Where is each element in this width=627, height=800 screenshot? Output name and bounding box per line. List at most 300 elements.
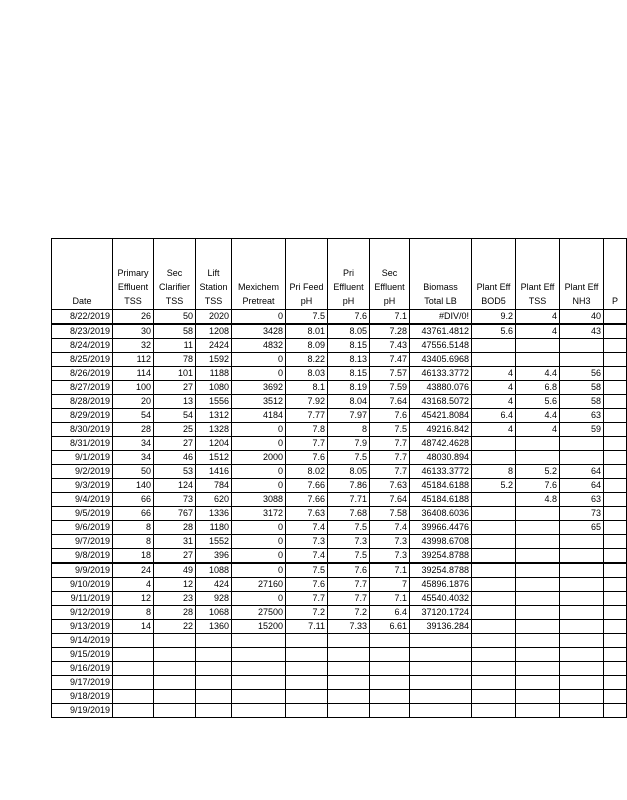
table-cell[interactable]: 7.66 (286, 479, 328, 493)
table-cell[interactable]: 43168.5072 (410, 395, 472, 409)
date-cell[interactable]: 8/27/2019 (52, 381, 113, 395)
table-cell[interactable] (604, 648, 627, 662)
table-cell[interactable]: 27 (154, 437, 196, 451)
table-cell[interactable]: 7.5 (328, 451, 370, 465)
table-cell[interactable] (472, 535, 516, 549)
table-cell[interactable]: 48030.894 (410, 451, 472, 465)
table-cell[interactable]: 1556 (196, 395, 232, 409)
table-cell[interactable]: 0 (232, 521, 286, 535)
date-cell[interactable]: 9/16/2019 (52, 662, 113, 676)
table-cell[interactable]: 7.6 (328, 310, 370, 325)
table-cell[interactable] (604, 549, 627, 564)
table-cell[interactable]: 58 (560, 395, 604, 409)
table-cell[interactable]: 0 (232, 465, 286, 479)
table-cell[interactable]: 7.4 (286, 549, 328, 564)
table-cell[interactable] (328, 704, 370, 718)
table-cell[interactable] (516, 704, 560, 718)
date-cell[interactable]: 9/10/2019 (52, 578, 113, 592)
table-cell[interactable]: 12 (154, 578, 196, 592)
table-cell[interactable] (604, 535, 627, 549)
table-cell[interactable]: 8 (472, 465, 516, 479)
table-cell[interactable]: 45184.6188 (410, 479, 472, 493)
table-cell[interactable] (604, 409, 627, 423)
table-cell[interactable]: 7.7 (370, 451, 410, 465)
table-cell[interactable]: 7.97 (328, 409, 370, 423)
table-cell[interactable]: 7.6 (286, 578, 328, 592)
table-cell[interactable]: 7.5 (370, 423, 410, 437)
table-cell[interactable] (560, 563, 604, 578)
table-cell[interactable]: 45421.8084 (410, 409, 472, 423)
table-cell[interactable]: 45540.4032 (410, 592, 472, 606)
date-cell[interactable]: 9/5/2019 (52, 507, 113, 521)
date-cell[interactable]: 9/3/2019 (52, 479, 113, 493)
table-cell[interactable]: 7.68 (328, 507, 370, 521)
table-cell[interactable] (604, 578, 627, 592)
table-cell[interactable]: 6.61 (370, 620, 410, 634)
table-cell[interactable]: 64 (560, 479, 604, 493)
table-cell[interactable]: 64 (560, 465, 604, 479)
table-cell[interactable] (604, 339, 627, 353)
table-cell[interactable]: 50 (113, 465, 154, 479)
table-cell[interactable] (196, 662, 232, 676)
table-cell[interactable]: 8 (328, 423, 370, 437)
table-cell[interactable]: 4 (472, 395, 516, 409)
table-cell[interactable] (560, 690, 604, 704)
table-cell[interactable]: 58 (560, 381, 604, 395)
table-cell[interactable]: 6.8 (516, 381, 560, 395)
table-cell[interactable]: 5.6 (472, 324, 516, 339)
table-cell[interactable]: 4 (516, 423, 560, 437)
table-cell[interactable]: 39254.8788 (410, 563, 472, 578)
table-cell[interactable] (286, 634, 328, 648)
table-cell[interactable]: 6.4 (472, 409, 516, 423)
table-cell[interactable]: 4832 (232, 339, 286, 353)
table-cell[interactable] (516, 606, 560, 620)
date-cell[interactable]: 8/30/2019 (52, 423, 113, 437)
date-cell[interactable]: 9/2/2019 (52, 465, 113, 479)
table-cell[interactable] (410, 704, 472, 718)
table-cell[interactable]: 2020 (196, 310, 232, 325)
table-cell[interactable] (410, 676, 472, 690)
table-cell[interactable] (560, 676, 604, 690)
table-cell[interactable] (604, 381, 627, 395)
table-cell[interactable] (560, 606, 604, 620)
table-cell[interactable] (516, 521, 560, 535)
table-cell[interactable]: 7.4 (286, 521, 328, 535)
table-cell[interactable] (516, 676, 560, 690)
table-cell[interactable]: 8.04 (328, 395, 370, 409)
date-cell[interactable]: 9/4/2019 (52, 493, 113, 507)
table-cell[interactable] (196, 634, 232, 648)
table-cell[interactable] (113, 690, 154, 704)
table-cell[interactable] (472, 648, 516, 662)
table-cell[interactable] (232, 662, 286, 676)
table-cell[interactable] (560, 353, 604, 367)
table-cell[interactable]: 23 (154, 592, 196, 606)
table-cell[interactable]: 1336 (196, 507, 232, 521)
table-cell[interactable]: 54 (154, 409, 196, 423)
table-cell[interactable]: 43880.076 (410, 381, 472, 395)
table-cell[interactable]: 1360 (196, 620, 232, 634)
table-cell[interactable] (516, 578, 560, 592)
table-cell[interactable]: 54 (113, 409, 154, 423)
table-cell[interactable]: 7.64 (370, 395, 410, 409)
table-cell[interactable]: 928 (196, 592, 232, 606)
table-cell[interactable]: 8.15 (328, 339, 370, 353)
table-cell[interactable]: 7.2 (328, 606, 370, 620)
table-cell[interactable]: 43761.4812 (410, 324, 472, 339)
table-cell[interactable]: 8 (113, 535, 154, 549)
table-cell[interactable] (410, 634, 472, 648)
date-cell[interactable]: 8/29/2019 (52, 409, 113, 423)
table-cell[interactable] (328, 690, 370, 704)
table-cell[interactable] (113, 676, 154, 690)
table-cell[interactable]: 28 (154, 606, 196, 620)
table-cell[interactable]: 1416 (196, 465, 232, 479)
table-cell[interactable]: 7.64 (370, 493, 410, 507)
table-cell[interactable] (286, 676, 328, 690)
table-cell[interactable] (232, 704, 286, 718)
table-cell[interactable]: 0 (232, 437, 286, 451)
table-cell[interactable]: 4 (516, 324, 560, 339)
table-cell[interactable] (154, 704, 196, 718)
table-cell[interactable]: 39136.284 (410, 620, 472, 634)
table-cell[interactable]: 4 (472, 381, 516, 395)
table-cell[interactable]: 112 (113, 353, 154, 367)
table-cell[interactable]: 4 (516, 310, 560, 325)
table-cell[interactable]: 7 (370, 578, 410, 592)
table-cell[interactable]: 7.7 (370, 437, 410, 451)
table-cell[interactable] (286, 648, 328, 662)
table-cell[interactable]: 7.77 (286, 409, 328, 423)
table-cell[interactable] (113, 662, 154, 676)
table-cell[interactable]: 4.4 (516, 367, 560, 381)
table-cell[interactable] (560, 339, 604, 353)
table-cell[interactable]: 7.47 (370, 353, 410, 367)
table-cell[interactable]: 7.6 (328, 563, 370, 578)
table-cell[interactable] (516, 549, 560, 564)
table-cell[interactable]: 1180 (196, 521, 232, 535)
table-cell[interactable]: 4.8 (516, 493, 560, 507)
table-cell[interactable]: 620 (196, 493, 232, 507)
table-cell[interactable]: 7.58 (370, 507, 410, 521)
table-cell[interactable] (604, 367, 627, 381)
table-cell[interactable]: 40 (560, 310, 604, 325)
date-cell[interactable]: 8/22/2019 (52, 310, 113, 325)
table-cell[interactable] (410, 648, 472, 662)
table-cell[interactable] (516, 451, 560, 465)
table-cell[interactable] (604, 507, 627, 521)
table-cell[interactable]: 43 (560, 324, 604, 339)
table-cell[interactable]: 46 (154, 451, 196, 465)
table-cell[interactable]: 1312 (196, 409, 232, 423)
table-cell[interactable]: 39254.8788 (410, 549, 472, 564)
table-cell[interactable] (560, 704, 604, 718)
table-cell[interactable]: 18 (113, 549, 154, 564)
table-cell[interactable] (516, 592, 560, 606)
table-cell[interactable] (604, 423, 627, 437)
table-cell[interactable]: 8.01 (286, 324, 328, 339)
table-cell[interactable] (472, 563, 516, 578)
table-cell[interactable] (560, 578, 604, 592)
table-cell[interactable]: 3512 (232, 395, 286, 409)
table-cell[interactable] (516, 437, 560, 451)
table-cell[interactable]: 9.2 (472, 310, 516, 325)
table-cell[interactable] (113, 704, 154, 718)
table-cell[interactable]: 58 (154, 324, 196, 339)
table-cell[interactable] (560, 634, 604, 648)
table-cell[interactable]: 63 (560, 493, 604, 507)
table-cell[interactable]: 424 (196, 578, 232, 592)
table-cell[interactable]: 27 (154, 381, 196, 395)
table-cell[interactable]: 8.22 (286, 353, 328, 367)
table-cell[interactable]: 8.19 (328, 381, 370, 395)
table-cell[interactable] (286, 690, 328, 704)
table-cell[interactable] (232, 648, 286, 662)
table-cell[interactable]: 28 (154, 521, 196, 535)
table-cell[interactable]: 27160 (232, 578, 286, 592)
table-cell[interactable] (604, 704, 627, 718)
table-cell[interactable]: 1088 (196, 563, 232, 578)
table-cell[interactable]: 5.6 (516, 395, 560, 409)
table-cell[interactable]: 0 (232, 353, 286, 367)
table-cell[interactable] (113, 648, 154, 662)
table-cell[interactable] (370, 662, 410, 676)
table-cell[interactable]: 59 (560, 423, 604, 437)
table-cell[interactable]: 1204 (196, 437, 232, 451)
table-cell[interactable] (286, 704, 328, 718)
table-cell[interactable]: #DIV/0! (410, 310, 472, 325)
table-cell[interactable] (328, 676, 370, 690)
table-cell[interactable]: 1080 (196, 381, 232, 395)
table-cell[interactable]: 7.92 (286, 395, 328, 409)
table-cell[interactable]: 50 (154, 310, 196, 325)
table-cell[interactable]: 8.1 (286, 381, 328, 395)
table-cell[interactable]: 15200 (232, 620, 286, 634)
table-cell[interactable] (472, 437, 516, 451)
table-cell[interactable] (604, 451, 627, 465)
table-cell[interactable]: 140 (113, 479, 154, 493)
table-cell[interactable] (604, 353, 627, 367)
table-cell[interactable]: 784 (196, 479, 232, 493)
date-cell[interactable]: 9/1/2019 (52, 451, 113, 465)
table-cell[interactable] (516, 339, 560, 353)
table-cell[interactable] (472, 339, 516, 353)
table-cell[interactable]: 8.09 (286, 339, 328, 353)
table-cell[interactable]: 7.7 (286, 437, 328, 451)
table-cell[interactable] (516, 535, 560, 549)
table-cell[interactable] (560, 549, 604, 564)
table-cell[interactable] (472, 704, 516, 718)
table-cell[interactable]: 22 (154, 620, 196, 634)
table-cell[interactable] (516, 563, 560, 578)
table-cell[interactable] (370, 704, 410, 718)
table-cell[interactable]: 73 (560, 507, 604, 521)
table-cell[interactable] (370, 648, 410, 662)
table-cell[interactable]: 396 (196, 549, 232, 564)
table-cell[interactable] (516, 648, 560, 662)
date-cell[interactable]: 9/11/2019 (52, 592, 113, 606)
table-cell[interactable]: 7.7 (286, 592, 328, 606)
table-cell[interactable] (560, 648, 604, 662)
table-cell[interactable] (472, 493, 516, 507)
date-cell[interactable]: 9/19/2019 (52, 704, 113, 718)
table-cell[interactable]: 7.11 (286, 620, 328, 634)
table-cell[interactable] (472, 549, 516, 564)
table-cell[interactable] (328, 662, 370, 676)
table-cell[interactable]: 25 (154, 423, 196, 437)
table-cell[interactable] (472, 606, 516, 620)
table-cell[interactable] (604, 493, 627, 507)
table-cell[interactable]: 5.2 (516, 465, 560, 479)
table-cell[interactable]: 101 (154, 367, 196, 381)
table-cell[interactable] (604, 690, 627, 704)
table-cell[interactable]: 2000 (232, 451, 286, 465)
table-cell[interactable] (604, 662, 627, 676)
table-cell[interactable] (560, 535, 604, 549)
table-cell[interactable]: 7.7 (370, 465, 410, 479)
table-cell[interactable]: 43405.6968 (410, 353, 472, 367)
table-cell[interactable]: 28 (113, 423, 154, 437)
date-cell[interactable]: 9/15/2019 (52, 648, 113, 662)
table-cell[interactable] (410, 662, 472, 676)
table-cell[interactable]: 34 (113, 451, 154, 465)
table-cell[interactable] (604, 606, 627, 620)
table-cell[interactable]: 12 (113, 592, 154, 606)
table-cell[interactable]: 3428 (232, 324, 286, 339)
table-cell[interactable]: 8.15 (328, 367, 370, 381)
table-cell[interactable]: 36408.6036 (410, 507, 472, 521)
table-cell[interactable]: 7.3 (370, 549, 410, 564)
table-cell[interactable] (472, 676, 516, 690)
table-cell[interactable] (516, 353, 560, 367)
table-cell[interactable]: 7.7 (328, 578, 370, 592)
table-cell[interactable] (232, 676, 286, 690)
table-cell[interactable]: 78 (154, 353, 196, 367)
date-cell[interactable]: 9/18/2019 (52, 690, 113, 704)
table-cell[interactable] (472, 620, 516, 634)
table-cell[interactable]: 7.5 (286, 563, 328, 578)
table-cell[interactable]: 7.6 (286, 451, 328, 465)
table-cell[interactable]: 1512 (196, 451, 232, 465)
table-cell[interactable] (604, 324, 627, 339)
table-cell[interactable] (516, 634, 560, 648)
table-cell[interactable]: 8.02 (286, 465, 328, 479)
table-cell[interactable]: 124 (154, 479, 196, 493)
table-cell[interactable]: 0 (232, 549, 286, 564)
table-cell[interactable]: 7.33 (328, 620, 370, 634)
table-cell[interactable]: 7.1 (370, 563, 410, 578)
table-cell[interactable] (604, 634, 627, 648)
table-cell[interactable]: 7.43 (370, 339, 410, 353)
table-cell[interactable]: 7.6 (516, 479, 560, 493)
table-cell[interactable] (472, 592, 516, 606)
table-cell[interactable]: 56 (560, 367, 604, 381)
table-cell[interactable]: 7.8 (286, 423, 328, 437)
table-cell[interactable] (472, 578, 516, 592)
table-cell[interactable]: 7.4 (370, 521, 410, 535)
table-cell[interactable]: 11 (154, 339, 196, 353)
table-cell[interactable] (560, 592, 604, 606)
table-cell[interactable]: 7.6 (370, 409, 410, 423)
table-cell[interactable]: 7.59 (370, 381, 410, 395)
table-cell[interactable]: 1328 (196, 423, 232, 437)
date-cell[interactable]: 9/9/2019 (52, 563, 113, 578)
table-cell[interactable] (516, 620, 560, 634)
table-cell[interactable]: 13 (154, 395, 196, 409)
table-cell[interactable] (196, 704, 232, 718)
table-cell[interactable]: 7.5 (328, 521, 370, 535)
table-cell[interactable] (472, 662, 516, 676)
table-cell[interactable] (154, 648, 196, 662)
table-cell[interactable]: 7.63 (286, 507, 328, 521)
table-cell[interactable]: 7.3 (370, 535, 410, 549)
table-cell[interactable]: 0 (232, 310, 286, 325)
table-cell[interactable]: 7.63 (370, 479, 410, 493)
table-cell[interactable] (516, 507, 560, 521)
table-cell[interactable] (516, 662, 560, 676)
table-cell[interactable] (560, 662, 604, 676)
table-cell[interactable] (370, 690, 410, 704)
table-cell[interactable]: 7.1 (370, 310, 410, 325)
table-cell[interactable] (196, 676, 232, 690)
table-cell[interactable] (472, 507, 516, 521)
table-cell[interactable] (113, 634, 154, 648)
table-cell[interactable]: 4 (472, 367, 516, 381)
table-cell[interactable]: 49216.842 (410, 423, 472, 437)
table-cell[interactable]: 7.71 (328, 493, 370, 507)
table-cell[interactable] (604, 676, 627, 690)
table-cell[interactable]: 27 (154, 549, 196, 564)
table-cell[interactable]: 7.28 (370, 324, 410, 339)
table-cell[interactable] (286, 662, 328, 676)
table-cell[interactable]: 43998.6708 (410, 535, 472, 549)
date-cell[interactable]: 8/25/2019 (52, 353, 113, 367)
table-cell[interactable]: 8.03 (286, 367, 328, 381)
table-cell[interactable]: 1068 (196, 606, 232, 620)
table-cell[interactable]: 4 (113, 578, 154, 592)
table-cell[interactable]: 7.2 (286, 606, 328, 620)
table-cell[interactable]: 4.4 (516, 409, 560, 423)
date-cell[interactable]: 8/23/2019 (52, 324, 113, 339)
table-cell[interactable] (604, 592, 627, 606)
table-cell[interactable] (472, 451, 516, 465)
table-cell[interactable]: 24 (113, 563, 154, 578)
date-cell[interactable]: 9/7/2019 (52, 535, 113, 549)
table-cell[interactable]: 0 (232, 423, 286, 437)
table-cell[interactable]: 3172 (232, 507, 286, 521)
table-cell[interactable] (410, 690, 472, 704)
table-cell[interactable] (604, 563, 627, 578)
table-cell[interactable]: 26 (113, 310, 154, 325)
table-cell[interactable] (604, 395, 627, 409)
table-cell[interactable]: 37120.1724 (410, 606, 472, 620)
table-cell[interactable]: 47556.5148 (410, 339, 472, 353)
table-cell[interactable]: 14 (113, 620, 154, 634)
table-cell[interactable]: 1592 (196, 353, 232, 367)
table-cell[interactable]: 0 (232, 479, 286, 493)
table-cell[interactable] (472, 521, 516, 535)
table-cell[interactable] (154, 662, 196, 676)
table-cell[interactable]: 31 (154, 535, 196, 549)
table-cell[interactable] (560, 620, 604, 634)
table-cell[interactable] (560, 437, 604, 451)
table-cell[interactable]: 0 (232, 535, 286, 549)
table-cell[interactable]: 1552 (196, 535, 232, 549)
table-cell[interactable]: 32 (113, 339, 154, 353)
table-cell[interactable] (328, 648, 370, 662)
table-cell[interactable]: 65 (560, 521, 604, 535)
